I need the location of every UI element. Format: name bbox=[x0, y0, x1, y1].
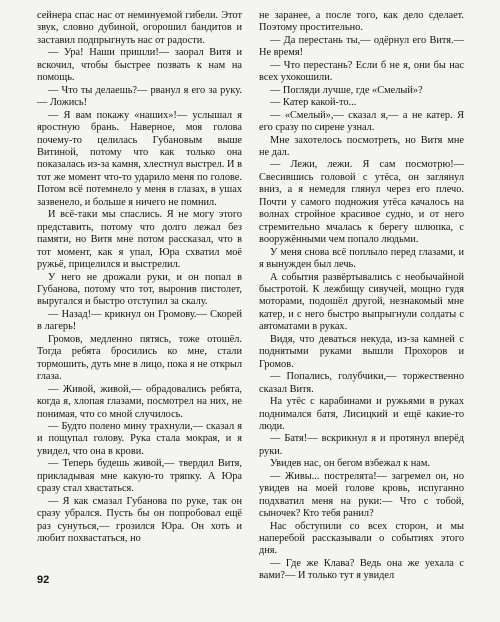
paragraph: У меня снова всё поплыло перед глазами, и я вынужден был лечь. bbox=[259, 246, 464, 271]
paragraph: И всё-таки мы спаслись. Я не могу этого представить, потому что долго лежал без памяти, но Витя мне потом рассказал, что в тот момент, как я упал, Юра схватил моё ружьё, прицелился и выстрелил. bbox=[37, 209, 242, 271]
paragraph: — Живы... пострелята!— загремел он, но увидев на моей голове кровь, испуганно подхватил меня на руки:— Что с тобой, сыночек? Кто тебя ранил? bbox=[259, 470, 464, 520]
paragraph: А события развёртывались с необычайной быстротой. К лежбищу сивучей, мощно гудя моторами, подошёл другой, незнакомый мне катер, и с него быстро выпрыгнули солдаты с автоматами в руках. bbox=[259, 271, 464, 333]
paragraph: — Где же Клава? Ведь она же уехала с вами?— И только тут я увидел bbox=[259, 557, 464, 582]
paragraph: — Я как смазал Губанова по руке, так он сразу убрался. Пусть бы он попробовал ещё раз сунуться,— грозился Юра. Он хоть и любит похвастаться, но bbox=[37, 495, 242, 545]
paragraph: — Батя!— вскрикнул я и протянул вперёд руки. bbox=[259, 433, 464, 457]
page-number: 92 bbox=[37, 574, 50, 586]
paragraph: — Погляди лучше, где «Смелый»? bbox=[270, 84, 423, 96]
paragraph: Увидев нас, он бегом взбежал к нам. bbox=[270, 458, 431, 470]
paragraph: — Теперь будешь живой,— твердил Витя, прикладывая мне какую-то тряпку. А Юра сразу стал хвастаться. bbox=[37, 458, 242, 495]
right-column bbox=[259, 10, 464, 583]
paragraph: — Будто полено мину трахнули,— сказал я и пощупал голову. Рука стала мокрая, и я увидел, что она в крови. bbox=[37, 420, 242, 457]
paragraph: — Живой, живой,— обрадовались ребята, когда я, хлопая глазами, посмотрел на них, не понимая, что со мной случилось. bbox=[37, 383, 242, 420]
paragraph: На утёс с карабинами и ружьями в руках поднимался батя, Лисицкий и ещё какие-то люди. bbox=[259, 396, 464, 432]
paragraph: — Назад!— крикнул он Громову.— Скорей в лагерь! bbox=[37, 308, 242, 333]
left-column bbox=[37, 10, 242, 545]
paragraph: — Я вам покажу «наших»!— услышал я яростную брань. Наверное, моя голова почему-то целилась Губановым выше Витиной, потому что как только она показалась из-за камня, хлестнул выстрел. И в тот же момент что-то ударило меня по голове. Потом всё потемнело у меня в глазах, в ушах зазвенело, и больше я ничего не помнил. bbox=[37, 109, 242, 208]
paragraph: Видя, что деваться некуда, из-за камней с поднятыми руками вышли Прохоров и Громов. bbox=[259, 333, 464, 370]
paragraph: — Да перестань ты,— одёрнул его Витя.— Не время! bbox=[259, 34, 464, 59]
paragraph: Мне захотелось посмотреть, но Витя мне не дал. bbox=[259, 134, 464, 158]
paragraph: не заранее, а после того, как дело сделает. Поэтому простительно. bbox=[259, 10, 464, 34]
paragraph: — Что ты делаешь?— рванул я его за руку.— Ложись! bbox=[37, 84, 242, 109]
paragraph: — Попались, голубчики,— торжественно сказал Витя. bbox=[259, 371, 464, 395]
paragraph: — Лежи, лежи. Я сам посмотрю!— Свесившись головой с утёса, он заглянул вниз, а я немедля глянул через его плечо. Почти у самого подножия утёса качалось на волнах стройное красивое судно, и от него стремительно мчалась к берегу шлюпка, с вооружёнными чем попало людьми. bbox=[259, 159, 464, 246]
paragraph: Громов, медленно пятясь, тоже отошёл. Тогда ребята бросились ко мне, стали тормошить, дуть мне в лицо, пока я не открыл глаза. bbox=[37, 333, 242, 383]
paragraph: — Ура! Наши пришли!— заорал Витя и вскочил, чтобы быстрее позвать к нам на помощь. bbox=[37, 47, 242, 84]
paragraph: Нас обступили со всех сторон, и мы наперебой рассказывали о событиях этого дня. bbox=[259, 520, 464, 557]
paragraph: У него не дрожали руки, и он попал в Губанова, потому что тот, выронив пистолет, выругался и быстро отступил за скалу. bbox=[37, 271, 242, 308]
paragraph: — Что перестань? Если б не я, они бы нас всех ухокошили. bbox=[259, 59, 464, 84]
paragraph: сейнера спас нас от неминуемой гибели. Этот звук, словно дубиной, огорошил бандитов и заставил подпрыгнуть нас от радости. bbox=[37, 10, 242, 46]
paragraph: — «Смелый»,— сказал я,— а не катер. Я его сразу по сирене узнал. bbox=[259, 109, 464, 134]
paragraph: — Катер какой-то... bbox=[270, 97, 357, 109]
